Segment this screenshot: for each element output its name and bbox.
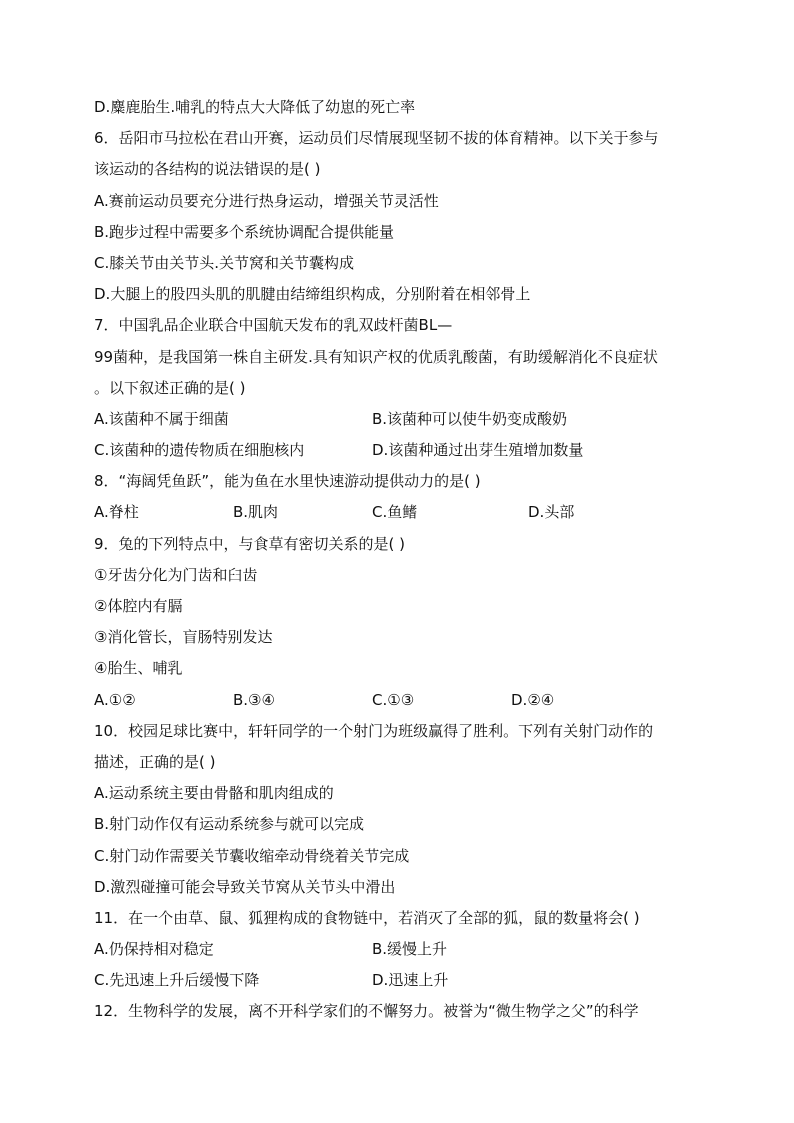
q11-option-c: C.先迅速上升后缓慢下降 <box>94 971 260 990</box>
q6-option-c: C.膝关节由关节头.关节窝和关节囊构成 <box>94 253 355 272</box>
q6-option-a: A.赛前运动员要充分进行热身运动，增强关节灵活性 <box>94 191 439 210</box>
q7-option-b: B.该菌种可以使牛奶变成酸奶 <box>372 409 568 428</box>
q9-option-a: A.①② <box>94 690 136 709</box>
q8-stem: 8．“海阔凭鱼跃”，能为鱼在水里快速游动提供动力的是( ) <box>94 472 481 491</box>
q7-options-row-1 <box>94 404 706 435</box>
q9-item-2: ②体腔内有膈 <box>94 597 183 615</box>
q6-stem-line-1: 6．岳阳市马拉松在君山开赛，运动员们尽情展现坚韧不拔的体育精神。以下关于参与 <box>94 129 659 148</box>
q11-options-row-2 <box>94 965 706 996</box>
q11-option-b: B.缓慢上升 <box>372 940 448 959</box>
q8-option-d: D.头部 <box>528 503 575 522</box>
q9-option-b: B.③④ <box>233 690 275 709</box>
q8-option-b: B.肌肉 <box>233 503 279 522</box>
q8-option-a: A.脊柱 <box>94 503 139 522</box>
question-content <box>94 92 706 1028</box>
q6-option-b: B.跑步过程中需要多个系统协调配合提供能量 <box>94 222 395 241</box>
q7-stem-line-2: 99菌种，是我国第一株自主研发.具有知识产权的优质乳酸菌，有助缓解消化不良症状 <box>94 347 658 366</box>
q7-option-c: C.该菌种的遗传物质在细胞核内 <box>94 441 305 460</box>
q6-option-d: D.大腿上的股四头肌的肌腱由结缔组织构成，分别附着在相邻骨上 <box>94 285 531 304</box>
q10-stem-line-1: 10．校园足球比赛中，轩轩同学的一个射门为班级赢得了胜利。下列有关射门动作的 <box>94 721 654 740</box>
q8-option-c: C.鱼鳍 <box>372 503 418 522</box>
q6-stem-line-2: 该运动的各结构的说法错误的是( ) <box>94 160 321 179</box>
q10-stem-line-2: 描述，正确的是( ) <box>94 752 216 771</box>
q11-option-d: D.迅速上升 <box>372 971 449 990</box>
q7-option-a: A.该菌种不属于细菌 <box>94 409 229 428</box>
q10-option-c: C.射门动作需要关节囊收缩牵动骨绕着关节完成 <box>94 846 410 865</box>
q5-option-d: D.麋鹿胎生.哺乳的特点大大降低了幼崽的死亡率 <box>94 98 416 116</box>
q7-stem-line-3: 。以下叙述正确的是( ) <box>94 378 246 397</box>
q9-item-1: ①牙齿分化为门齿和臼齿 <box>94 565 258 584</box>
q9-option-c: C.①③ <box>372 690 415 709</box>
q8-options-row <box>94 497 706 528</box>
q7-option-d: D.该菌种通过出芽生殖增加数量 <box>372 441 584 460</box>
q9-stem: 9．兔的下列特点中，与食草有密切关系的是( ) <box>94 534 406 553</box>
q7-options-row-2 <box>94 435 706 466</box>
q11-stem: 11．在一个由草、鼠、狐狸构成的食物链中，若消灭了全部的狐，鼠的数量将会( ) <box>94 908 640 927</box>
q9-item-4: ④胎生、哺乳 <box>94 659 183 678</box>
q9-item-3: ③消化管长，盲肠特别发达 <box>94 628 273 647</box>
q10-option-a: A.运动系统主要由骨骼和肌肉组成的 <box>94 784 334 803</box>
q10-option-d: D.激烈碰撞可能会导致关节窝从关节头中滑出 <box>94 877 396 896</box>
q7-stem-line-1: 7．中国乳品企业联合中国航天发布的乳双歧杆菌BL— <box>94 316 453 335</box>
q11-options-row-1 <box>94 934 706 965</box>
q11-option-a: A.仍保持相对稳定 <box>94 940 214 959</box>
q9-options-row <box>94 685 706 716</box>
q10-option-b: B.射门动作仅有运动系统参与就可以完成 <box>94 815 365 834</box>
q12-stem-line-1: 12．生物科学的发展，离不开科学家们的不懈努力。被誉为“微生物学之父”的科学 <box>94 1002 639 1021</box>
q9-option-d: D.②④ <box>511 690 555 709</box>
